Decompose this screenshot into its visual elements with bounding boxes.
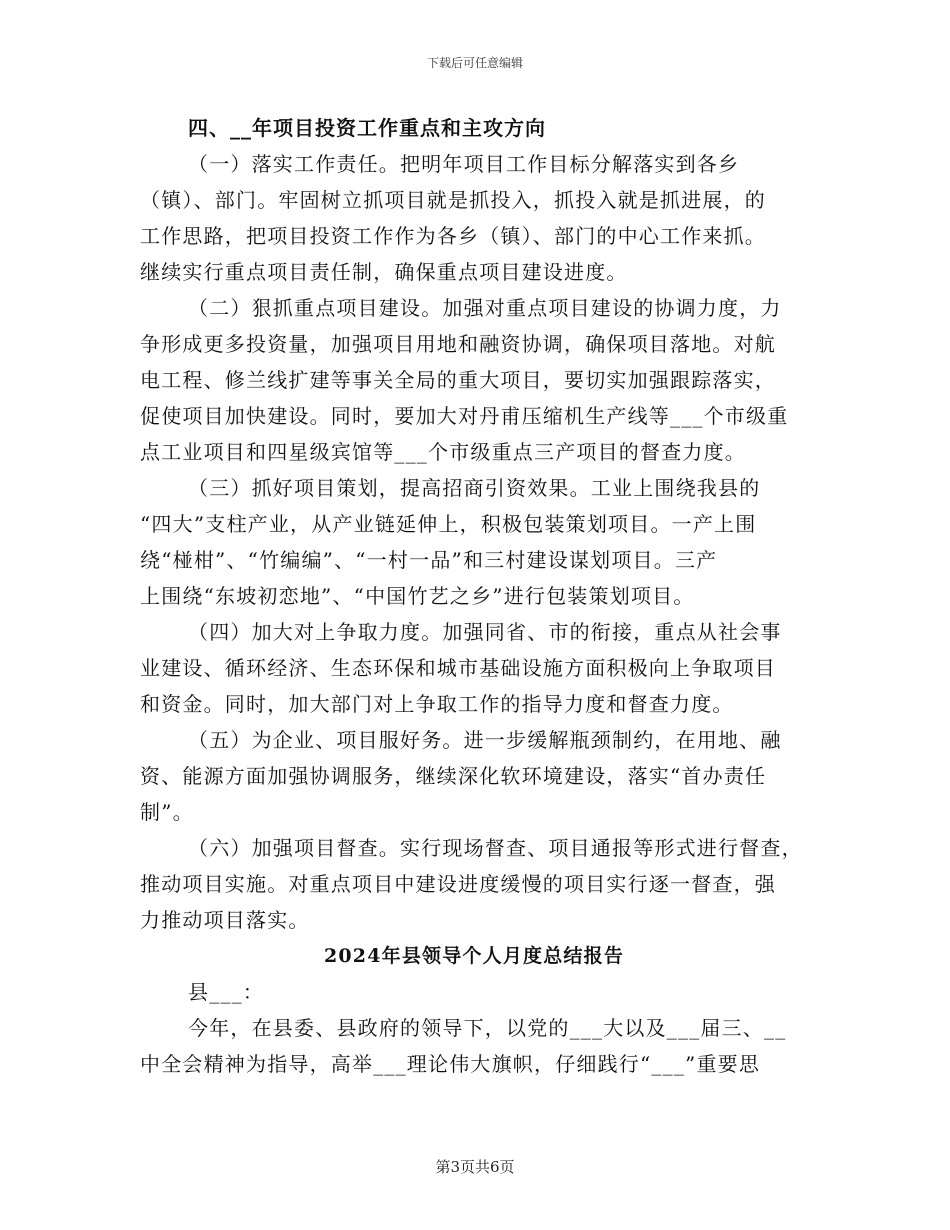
section-heading: 四、__年项目投资工作重点和主攻方向	[188, 116, 546, 140]
paragraph-line: 绕“椪柑”、“竹编编”、“一村一品”和三村建设谋划项目。三产	[140, 548, 718, 572]
paragraph-line: 制”。	[140, 800, 194, 824]
paragraph-line: （三）抓好项目策划，提高招商引资效果。工业上围绕我县的	[188, 476, 761, 500]
paragraph-line: 资、能源方面加强协调服务，继续深化软环境建设，落实“首办责任	[140, 764, 767, 788]
page-header-note: 下载后可任意编辑	[426, 56, 523, 70]
paragraph-line: 推动项目实施。对重点项目中建设进度缓慢的项目实行逐一督查，强	[140, 872, 776, 896]
paragraph-line: 促使项目加快建设。同时，要加大对丹甫压缩机生产线等___个市级重	[140, 404, 789, 428]
paragraph-line: （六）加强项目督查。实行现场督查、项目通报等形式进行督查，	[188, 836, 803, 860]
paragraph-line: （一）落实工作责任。把明年项目工作目标分解落实到各乡	[188, 152, 740, 176]
paragraph-line: 中全会精神为指导，高举___理论伟大旗帜，仔细践行“___”重要思	[140, 1052, 761, 1076]
page-number: 第3页共6页	[435, 1158, 515, 1176]
paragraph-line: 争形成更多投资量，加强项目用地和融资协调，确保项目落地。对航	[140, 332, 776, 356]
paragraph-line: 上围绕“东坡初恋地”、“中国竹艺之乡”进行包装策划项目。	[140, 584, 695, 608]
paragraph-line: 电工程、修兰线扩建等事关全局的重大项目，要切实加强跟踪落实，	[140, 368, 776, 392]
paragraph-line: 力推动项目落实。	[140, 908, 310, 932]
paragraph-line: 和资金。同时，加大部门对上争取工作的指导力度和督查力度。	[140, 692, 734, 716]
paragraph-line: 今年，在县委、县政府的领导下，以党的___大以及___届三、__	[188, 1016, 787, 1040]
paragraph-line: 点工业项目和四星级宾馆等___个市级重点三产项目的督查力度。	[140, 440, 746, 464]
paragraph-line: （四）加大对上争取力度。加强同省、市的衔接，重点从社会事	[188, 620, 782, 644]
paragraph-line: 继续实行重点项目责任制，确保重点项目建设进度。	[140, 260, 628, 284]
paragraph-line: （五）为企业、项目服好务。进一步缓解瓶颈制约，在用地、融	[188, 728, 782, 752]
salutation-line: 县___：	[188, 980, 264, 1004]
document-body	[140, 110, 808, 1082]
paragraph-line: 工作思路，把项目投资工作作为各乡（镇）、部门的中心工作来抓。	[140, 224, 766, 248]
paragraph-line: （二）狠抓重点项目建设。加强对重点项目建设的协调力度，力	[188, 296, 782, 320]
paragraph-line: “四大”支柱产业，从产业链延伸上，积极包装策划项目。一产上围	[140, 512, 757, 536]
paragraph-line: （镇）、部门。牢固树立抓项目就是抓投入，抓投入就是抓进展，的	[140, 188, 766, 212]
paragraph-line: 业建设、循环经济、生态环保和城市基础设施方面积极向上争取项目	[140, 656, 776, 680]
report-title: 2024年县领导个人月度总结报告	[323, 945, 625, 967]
